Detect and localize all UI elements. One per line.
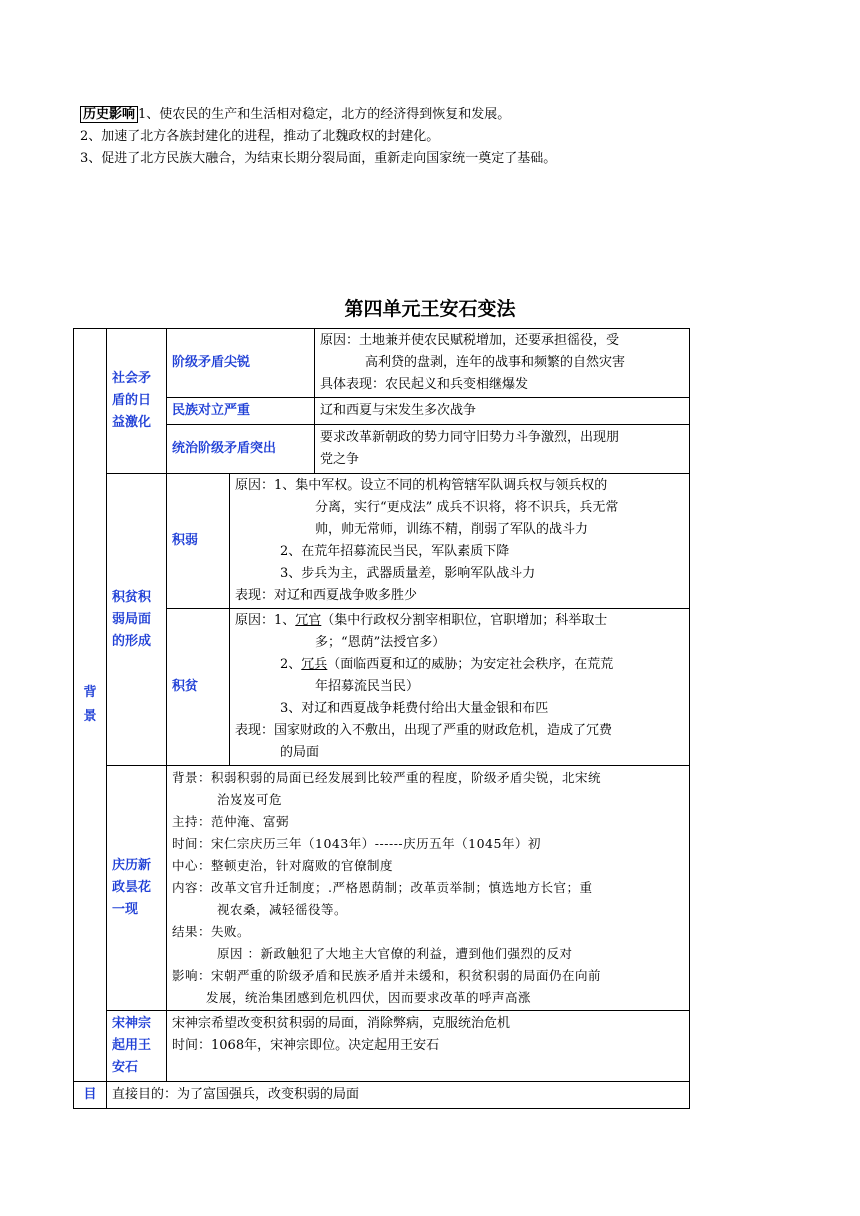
goal-text: 直接目的：为了富国强兵，改变积弱的局面	[107, 1082, 690, 1109]
table-row	[74, 1011, 690, 1082]
class-conflict-label: 阶级矛盾尖锐	[167, 329, 315, 398]
content-table	[73, 328, 690, 1109]
ethnic-conflict-text: 辽和西夏与宋发生多次战争	[315, 398, 690, 425]
table-row	[74, 609, 690, 766]
poverty-label: 积贫	[167, 609, 230, 766]
poverty-text: 原因：1、冗官（集中行政权分割宰相职位，官职增加；科举取士 多；“恩荫”法授官多） 2、冗兵（面临西夏和辽的威胁；为安定社会秩序，在荒荒 年招募流民当民） 3、对辽和西夏战争耗费付给出大量金银和布匹 表现：国家财政的入不敷出，出现了严重的财政危机，造成了冗费 的局面	[230, 609, 690, 766]
history-impact-label: 历史影响	[80, 106, 138, 123]
table-row	[74, 398, 690, 425]
qingli-label: 庆历新政昙花一现	[107, 766, 167, 1011]
intro-section	[80, 104, 780, 170]
ruling-conflict-text: 要求改革新朝政的势力同守旧势力斗争激烈，出现朋 党之争	[315, 425, 690, 474]
weak-label: 积弱	[167, 474, 230, 609]
qingli-text: 背景：积弱积弱的局面已经发展到比较严重的程度，阶级矛盾尖锐，北宋统 治岌岌可危 主持：范仲淹、富弼 时间：宋仁宗庆历三年（1043年）------庆历五年（1045年）初 中心：整顿吏治，针对腐败的官僚制度 内容：改革文官升迁制度；.严格恩荫制；改革贡举制；慎选地方长官；重 视农桑，减轻徭役等。 结果：失败。 原因 ：新政触犯了大地主大官僚的利益，遭到他们强烈的反对 影响：宋朝严重的阶级矛盾和民族矛盾并未缓和，积贫积弱的局面仍在向前 发展，统治集团感到危机四伏，因而要求改革的呼声高涨	[167, 766, 690, 1011]
shenzong-text: 宋神宗希望改变积贫积弱的局面，消除弊病，克服统治危机 时间：1068年，宋神宗即位。决定起用王安石	[167, 1011, 690, 1082]
table-row	[74, 329, 690, 398]
background-label: 背 景	[74, 329, 107, 1082]
table-row	[74, 474, 690, 609]
shenzong-label: 宋神宗起用王安石	[107, 1011, 167, 1082]
ethnic-conflict-label: 民族对立严重	[167, 398, 315, 425]
page-title: 第四单元王安石变法	[344, 298, 516, 320]
table-row	[74, 425, 690, 474]
intro-line-3: 3、促进了北方民族大融合，为结束长期分裂局面，重新走向国家统一奠定了基础。	[80, 151, 557, 166]
table-row	[74, 1082, 690, 1109]
class-conflict-text: 原因：土地兼并使农民赋税增加，还要承担徭役，受 高利贷的盘剥，连年的战事和频繁的自然灾害 具体表现：农民起义和兵变相继爆发	[315, 329, 690, 398]
weak-text: 原因：1、集中军权。设立不同的机构管辖军队调兵权与领兵权的 分离，实行“更戍法” 成兵不识将，将不识兵，兵无常 帅，帅无常师，训练不精，削弱了军队的战斗力 2、在荒年招募流民当民，军队素质下降 3、步兵为主，武器质量差，影响军队战斗力 表现：对辽和西夏战争败多胜少	[230, 474, 690, 609]
ruling-conflict-label: 统治阶级矛盾突出	[167, 425, 315, 474]
goal-label: 目	[74, 1082, 107, 1109]
intro-line-2: 2、加速了北方各族封建化的进程，推动了北魏政权的封建化。	[80, 129, 440, 144]
table-row	[74, 766, 690, 1011]
social-conflict-label: 社会矛盾的日益激化	[107, 329, 167, 474]
poor-weak-label: 积贫积弱局面的形成	[107, 474, 167, 766]
intro-line-1: 历史影响 1、使农民的生产和生活相对稳定，北方的经济得到恢复和发展。	[80, 104, 780, 126]
